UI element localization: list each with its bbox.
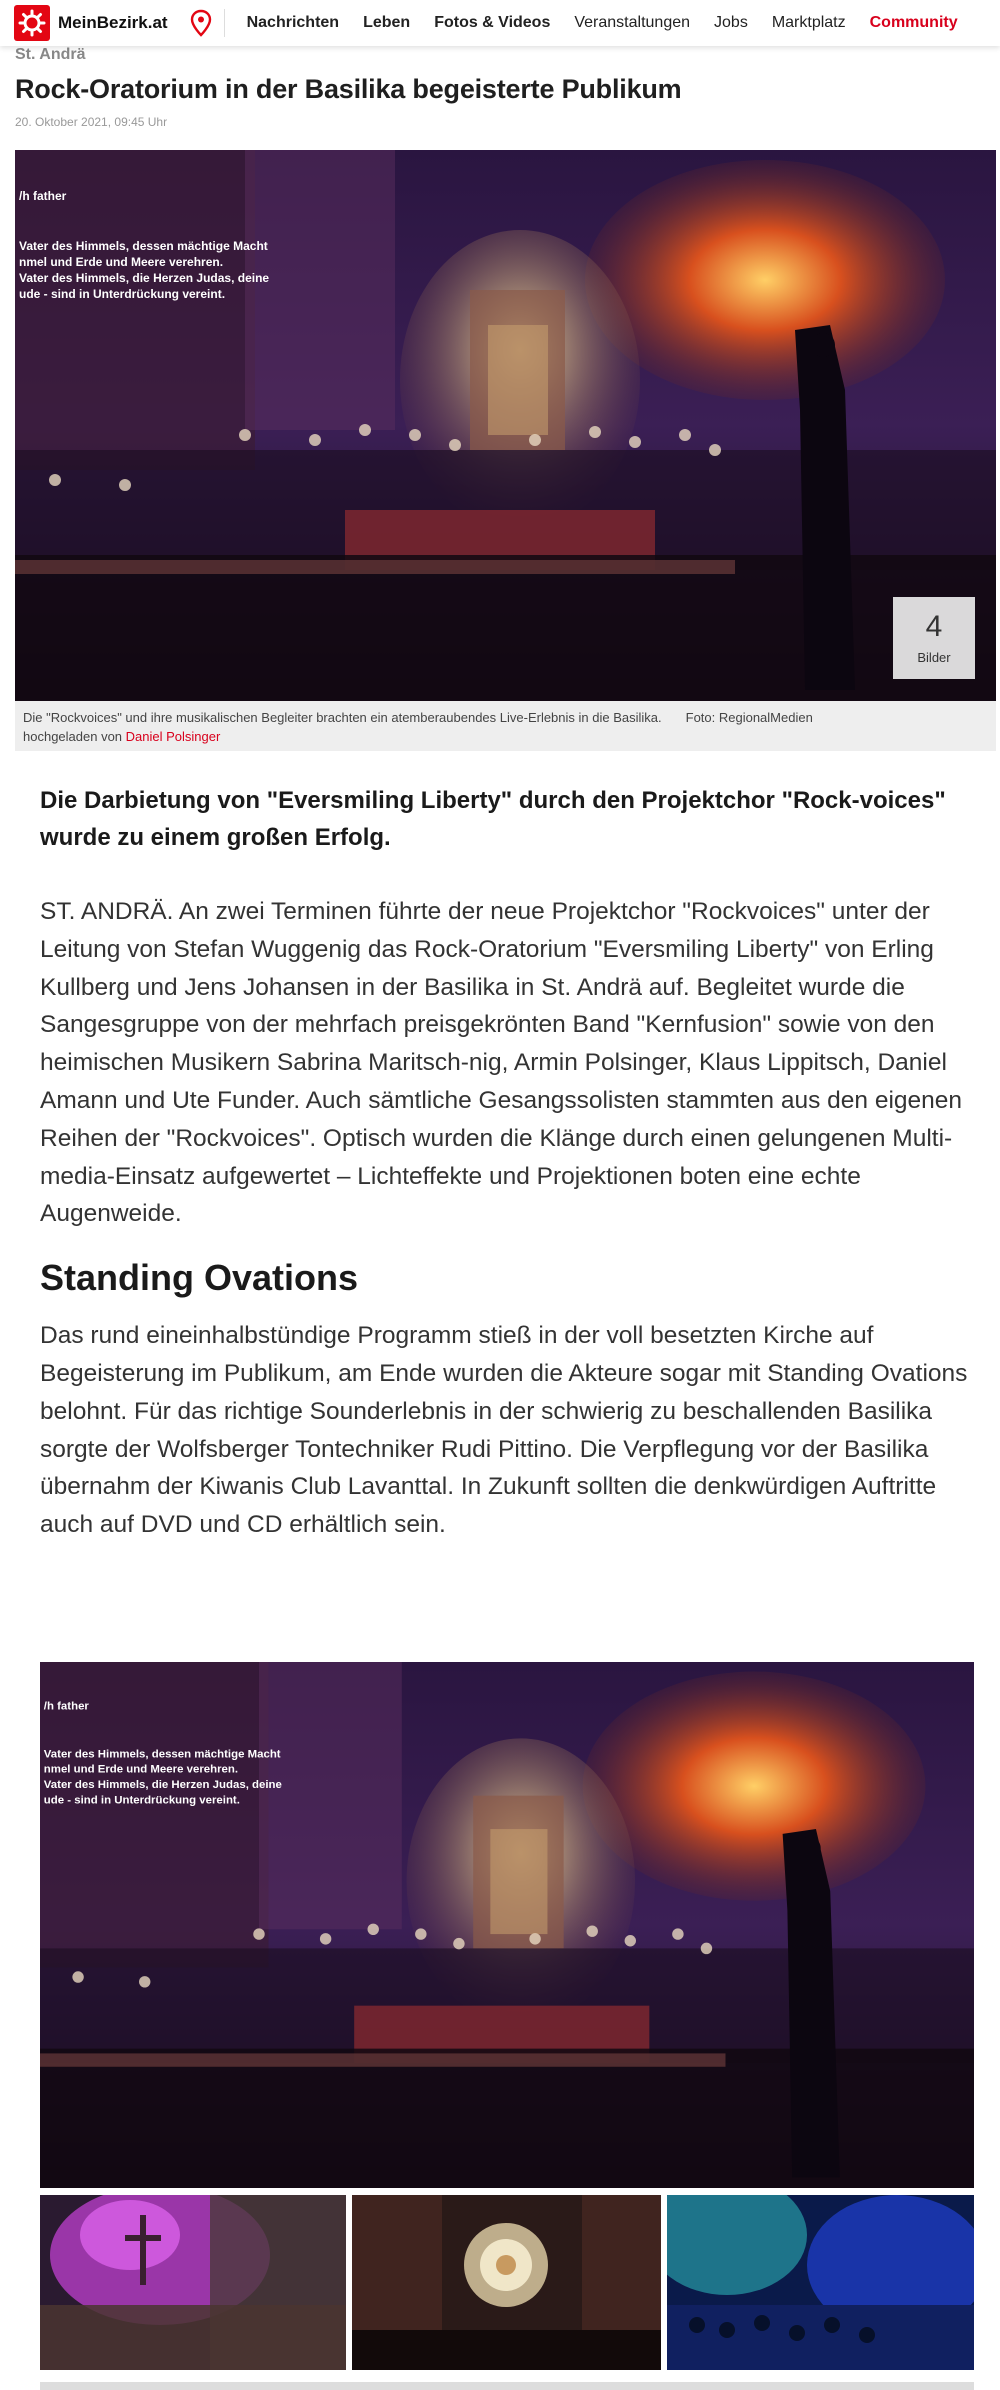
- image-count-label: Bilder: [917, 649, 951, 665]
- hero-overlay-line: ude - sind in Unterdrückung vereint.: [19, 287, 226, 301]
- article-kicker[interactable]: St. Andrä: [15, 46, 86, 63]
- logo-icon: [14, 5, 50, 41]
- hero-overlay-line: /h father: [19, 189, 67, 203]
- gallery-main-image[interactable]: [40, 1662, 974, 2188]
- top-navigation: [0, 0, 1000, 46]
- hero-overlay-line: Vater des Himmels, die Herzen Judas, deine: [19, 271, 270, 285]
- article-paragraph: Das rund eineinhalbstündige Programm stieß in der voll besetzten Kirche auf Begeisterung im Publikum, am Ende wurden die Akteure sogar mit Standing Ovations belohnt. Für das richtige Sounderlebnis in der schwierig zu beschallenden Basilika sorgte der Wolfsberger Tontechniker Rudi Pittino. Die Verpflegung vor der Basilika übernahm der Kiwanis Club Lavanttal. In Zukunft sollten die denkwürdigen Auftritte auch auf DVD und CD erhältlich sein.: [40, 1322, 968, 1539]
- image-caption: [15, 701, 996, 751]
- main-menu: [235, 14, 970, 32]
- nav-divider: [224, 9, 225, 37]
- nav-item-leben[interactable]: Leben: [363, 14, 411, 31]
- nav-item-marktplatz[interactable]: Marktplatz: [771, 14, 846, 31]
- article-paragraph: ST. ANDRÄ. An zwei Terminen führte der neue Projektchor "Rockvoices" unter der Leitung von Stefan Wuggenig das Rock-Oratorium "Eversmiling Liberty" von Erling Kullberg und Jens Johansen in der Basilika in St. Andrä auf. Begleitet wurde die Sangesgruppe von der mehrfach preisgekrönten Band "Kernfusion" sowie von den heimischen Musikern Sabrina Maritsch-nig, Armin Polsinger, Klaus Lippitsch, Daniel Amann und Ute Funder. Auch sämtliche Gesangssolisten stammten aus den eigenen Reihen der "Rockvoices". Optisch wurden die Klänge durch einen gelungenen Multi-media-Einsatz aufgewertet – Lichteffekte und Projektionen boten eine echte Augenweide.: [40, 898, 963, 1228]
- photo-credit: Foto: RegionalMedien: [685, 710, 813, 725]
- article-body: [40, 782, 980, 1544]
- uploader-link[interactable]: Daniel Polsinger: [125, 729, 221, 744]
- thumbnail-photo-altar-purple: [40, 2195, 346, 2370]
- article-subheading: Standing Ovations: [40, 1257, 359, 1299]
- thumbnail-photo-audience-blue: [667, 2195, 974, 2370]
- image-count-badge[interactable]: [893, 597, 975, 679]
- gallery-overlay-line: nmel und Erde und Meere verehren.: [43, 1763, 239, 1776]
- image-count: 4: [925, 609, 943, 643]
- gallery-thumbnail[interactable]: [40, 2195, 346, 2370]
- hero-overlay-line: nmel und Erde und Meere verehren.: [19, 255, 224, 269]
- gallery-overlay-line: Vater des Himmels, die Herzen Judas, deine: [43, 1778, 282, 1792]
- gallery-thumbnail[interactable]: [352, 2195, 661, 2370]
- nav-item-community[interactable]: Community: [869, 14, 958, 31]
- gallery-photo-concert: [40, 1662, 974, 2188]
- caption-text: Die "Rockvoices" und ihre musikalischen Begleiter brachten ein atemberaubendes Live-Erlebnis in die Basilika.: [23, 710, 662, 725]
- gallery-overlay-line: /h father: [43, 1700, 89, 1713]
- hero-image[interactable]: [15, 150, 996, 701]
- nav-item-veranstaltungen[interactable]: Veranstaltungen: [574, 14, 691, 31]
- uploaded-by-label: hochgeladen von: [23, 729, 123, 744]
- nav-item-jobs[interactable]: Jobs: [714, 14, 748, 31]
- article-date: 20. Oktober 2021, 09:45 Uhr: [15, 115, 168, 129]
- location-pin-icon[interactable]: [190, 9, 212, 37]
- hero-photo-concert: [15, 150, 996, 701]
- gallery-thumbnail[interactable]: [667, 2195, 974, 2370]
- gallery-overlay-line: Vater des Himmels, dessen mächtige Macht: [43, 1748, 281, 1761]
- article-lead: Die Darbietung von "Eversmiling Liberty" durch den Projektchor "Rock-voices" wurde zu einem großen Erfolg.: [40, 787, 946, 851]
- thumbnail-photo-rosette: [352, 2195, 661, 2370]
- site-name: MeinBezirk.at: [58, 13, 168, 32]
- article-headline: Rock-Oratorium in der Basilika begeisterte Publikum: [15, 74, 682, 104]
- site-logo[interactable]: [14, 5, 168, 41]
- gallery-overlay-line: ude - sind in Unterdrückung vereint.: [43, 1794, 240, 1807]
- hero-overlay-line: Vater des Himmels, dessen mächtige Macht: [19, 239, 268, 253]
- nav-item-nachrichten[interactable]: Nachrichten: [246, 14, 340, 31]
- gallery-bottom-edge: [40, 2382, 974, 2390]
- nav-item-fotos-videos[interactable]: Fotos & Videos: [434, 14, 551, 31]
